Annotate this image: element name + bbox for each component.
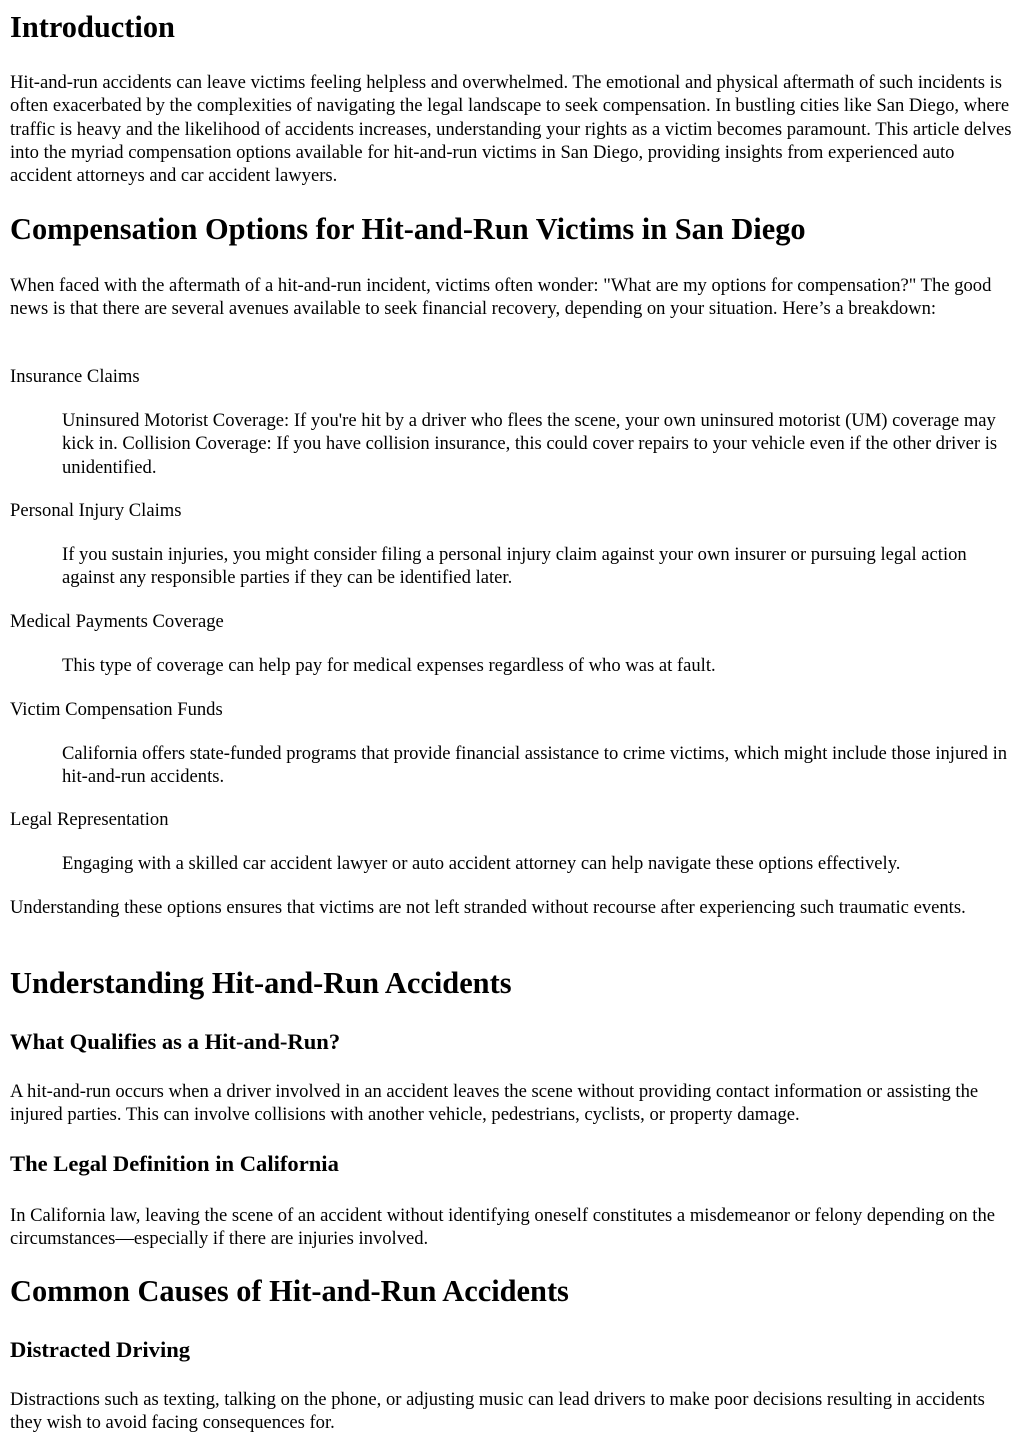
option-title-personal-injury-claims: Personal Injury Claims	[10, 500, 182, 521]
compensation-paragraph: When faced with the aftermath of a hit-and-run incident, victims often wonder: "What are my options for compensation?" The good news is that there are several avenues available to seek financial recovery, depending on your situation. Here’s a breakdown:	[10, 275, 992, 320]
legal-definition-paragraph: In California law, leaving the scene of an accident without identifying oneself constitutes a misdemeanor or felony depending on the circumstances—especially if there are injuries involved.	[10, 1205, 995, 1250]
understanding-heading: Understanding Hit-and-Run Accidents	[10, 966, 512, 1000]
distracted-driving-paragraph: Distractions such as texting, talking on the phone, or adjusting music can lead drivers to make poor decisions resulting in accidents they wish to avoid facing consequences for.	[10, 1389, 985, 1434]
intro-heading: Introduction	[10, 10, 175, 44]
option-detail-insurance-claims: Uninsured Motorist Coverage: If you're hit by a driver who flees the scene, your own uninsured motorist (UM) coverage may kick in. Collision Coverage: If you have collision insurance, this could cover repairs to your vehicle even if the other driver is unidentified.	[62, 410, 998, 478]
option-title-insurance-claims: Insurance Claims	[10, 366, 140, 387]
option-detail-medical-payments: This type of coverage can help pay for medical expenses regardless of who was at fault.	[62, 655, 716, 676]
option-title-legal-representation: Legal Representation	[10, 809, 169, 830]
compensation-closing: Understanding these options ensures that victims are not left stranded without recourse after experiencing such traumatic events.	[10, 897, 966, 918]
option-detail-personal-injury-claims: If you sustain injuries, you might consider filing a personal injury claim against your own insurer or pursuing legal action against any responsible parties if they can be identified later.	[62, 544, 967, 589]
what-qualifies-paragraph: A hit-and-run occurs when a driver involved in an accident leaves the scene without providing contact information or assisting the injured parties. This can involve collisions with another vehicle, pedestrians, cyclists, or property damage.	[10, 1081, 979, 1126]
option-detail-victim-compensation-funds: California offers state-funded programs that provide financial assistance to crime victims, which might include those injured in hit-and-run accidents.	[62, 743, 1008, 788]
option-title-victim-compensation-funds: Victim Compensation Funds	[10, 699, 223, 720]
distracted-driving-heading: Distracted Driving	[10, 1337, 191, 1362]
option-title-medical-payments: Medical Payments Coverage	[10, 611, 224, 632]
compensation-heading: Compensation Options for Hit-and-Run Victims in San Diego	[10, 212, 806, 246]
legal-definition-heading: The Legal Definition in California	[10, 1151, 339, 1176]
causes-heading: Common Causes of Hit-and-Run Accidents	[10, 1274, 569, 1308]
option-detail-legal-representation: Engaging with a skilled car accident lawyer or auto accident attorney can help navigate these options effectively.	[62, 853, 901, 874]
intro-paragraph: Hit-and-run accidents can leave victims feeling helpless and overwhelmed. The emotional and physical aftermath of such incidents is often exacerbated by the complexities of navigating the legal landscape to seek compensation. In bustling cities like San Diego, where traffic is heavy and the likelihood of accidents increases, understanding your rights as a victim becomes paramount. This article delves into the myriad compensation options available for hit-and-run victims in San Diego, providing insights from experienced auto accident attorneys and car accident lawyers.	[10, 72, 1012, 187]
what-qualifies-heading: What Qualifies as a Hit-and-Run?	[10, 1029, 341, 1054]
